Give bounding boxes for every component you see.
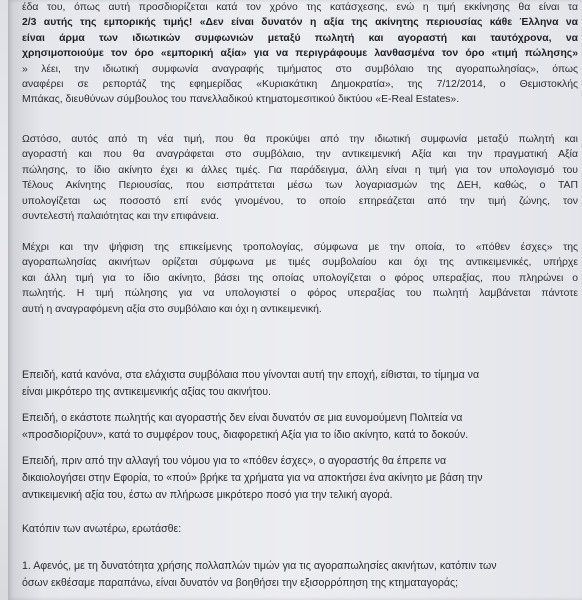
paragraph-6 bbox=[22, 453, 578, 504]
paragraph-7-line-1: Κατόπιν των ανωτέρω, ερωτάσθε: bbox=[22, 523, 182, 535]
paragraph-4-line-1: Επειδή, κατά κανόνα, στα ελάχιστα συμβόλαια που γίνονται αυτή την εποχή, είθισται, το τίμημα να bbox=[22, 369, 480, 381]
paragraph-1-line-1: έδα του, όπως αυτή προσδιορίζεται κατά τον χρόνο της κατάσχεσης, ενώ η τιμή εκκίνησης θα είναι τα bbox=[22, 2, 578, 13]
paragraph-3-line-5: αυτή η αναγραφόμενη αξία στο συμβόλαιο και όχι η αντικειμενική. bbox=[22, 303, 322, 315]
paragraph-4-line-2: είναι μικρότερο της αντικειμενικής αξίας του ακινήτου. bbox=[22, 386, 271, 398]
paragraph-2 bbox=[22, 132, 578, 224]
paragraph-3-line-3: και άλλη τιμή για το ίδιο ακίνητο, βάσει της οποίας υπολογίζεται ο φόρος υπεραξίας, που πληρώνει ο bbox=[22, 272, 578, 284]
paragraph-2-line-4: Τέλους Ακίνητης Περιουσίας, που εισπράττεται μέσω των λογαριασμών της ΔΕΗ, καθώς, ο ΤΑΠ bbox=[22, 180, 578, 192]
paragraph-5-line-2: «προσδιορίζουν», κατά το συμφέρον τους, διαφορετική Αξία για το ίδιο ακίνητο, κατά το δοκούν. bbox=[22, 429, 469, 441]
paragraph-2-line-2: αγοραστή και που θα αναγράφεται στο συμβόλαιο, την αντικειμενική Αξία και την πραγματική Αξία bbox=[22, 149, 578, 161]
paragraph-6-line-1: Επειδή, πριν από την αλλαγή του νόμου για το «πόθεν έσχες», ο αγοραστής θα έπρεπε να bbox=[22, 455, 447, 467]
paragraph-4 bbox=[22, 367, 578, 401]
paragraph-1-line-5: » λέει, την ιδιωτική συμφωνία αναγραφής τιμήματος στο συμβόλαιο της αγοραπωλησίας», όπως bbox=[22, 63, 578, 75]
paragraph-3-line-1: Μέχρι και την ψήφιση της επικείμενης τροπολογίας, σύμφωνα με την οποία, το «πόθεν έσχες» της bbox=[22, 242, 578, 253]
paragraph-3-line-2: αγοραπωλησίας ακινήτων ορίζεται σύμφωνα με τιμές συμβολαίου και όχι της αντικειμενικές, υπήρχε bbox=[22, 257, 578, 269]
paragraph-6-line-2: δικαιολογήσει στην Εφορία, το «πού» βρήκε τα χρήματα για να αποκτήσει ένα ακίνητο με βάση την bbox=[22, 472, 483, 484]
paragraph-1-line-3: είναι άρμα των ιδιωτικών συμφωνιών μεταξύ πωλητή και αγοραστή και ταυτόχρονα, να bbox=[22, 32, 578, 44]
paper-sheet bbox=[8, 0, 582, 600]
paragraph-5 bbox=[22, 410, 578, 444]
paragraph-1 bbox=[22, 0, 578, 108]
paragraph-8-line-1: 1. Αφενός, με τη δυνατότητα χρήσης πολλαπλών τιμών για τις αγοραπωλησίες ακινήτων, κατόπιν των bbox=[22, 560, 497, 572]
paragraph-3 bbox=[22, 240, 578, 317]
paragraph-1-line-4: χρησιμοποιούμε τον όρο «εμπορική αξία» για να περιγράφουμε λανθασμένα τον όρο «τιμή πώλησης» bbox=[22, 48, 578, 60]
paragraph-1-line-7: Μπάκας, διευθύνων σύμβουλος του πανελλαδικού κτηματομεσιτικού δικτύου «E-Real Estates». bbox=[22, 94, 460, 106]
paragraph-2-line-1: Ωστόσο, αυτός από τη νέα τιμή, που θα προκύψει από την ιδιωτική συμφωνία μεταξύ πωλητή και bbox=[22, 134, 578, 145]
paragraph-7 bbox=[22, 521, 578, 538]
paragraph-2-line-6: συντελεστή παλαιότητας και την επιφάνεια. bbox=[22, 211, 219, 223]
paragraph-3-line-4: πωλητής. Η τιμή πώλησης για να υπολογιστεί ο φόρος υπεραξίας του πωλητή λαμβάνεται πάντοτε bbox=[22, 288, 578, 300]
paragraph-2-line-5: υπολογίζεται ως ποσοστό επί ενός γινομένου, το οποίο επηρεάζεται από την τιμή ζώνης, τον bbox=[22, 195, 578, 207]
paragraph-8 bbox=[22, 558, 578, 592]
paragraph-1-line-6: αναφέρει σε ρεπορτάζ της εφημερίδας «Κυριακάτικη Δημοκρατία», της 7/12/2014, ο Θεμιστοκλής bbox=[22, 79, 578, 91]
paragraph-6-line-3: αντικειμενική αξία του, έστω αν πλήρωσε μικρότερο ποσό για την τελική αγορά. bbox=[22, 489, 393, 501]
paragraph-5-line-1: Επειδή, ο εκάστοτε πωλητής και αγοραστής δεν είναι δυνατόν σε μια ευνομούμενη Πολιτεία να bbox=[22, 412, 463, 424]
paragraph-1-line-2: 2/3 αυτής της εμπορικής τιμής! «Δεν είναι δυνατόν η αξία της ακίνητης περιουσίας κάθε Έλληνα να bbox=[22, 17, 578, 29]
paragraph-2-line-3: πώλησης, το ίδιο ακίνητο έχει κι άλλες τιμές. Για παράδειγμα, άλλη είναι η τιμή για τον υπολογισμό του bbox=[22, 164, 578, 176]
paragraph-8-line-2: όσων εκθέσαμε παραπάνω, είναι δυνατόν να βοηθήσει την εξισορρόπηση της κτηματαγοράς; bbox=[22, 577, 459, 589]
